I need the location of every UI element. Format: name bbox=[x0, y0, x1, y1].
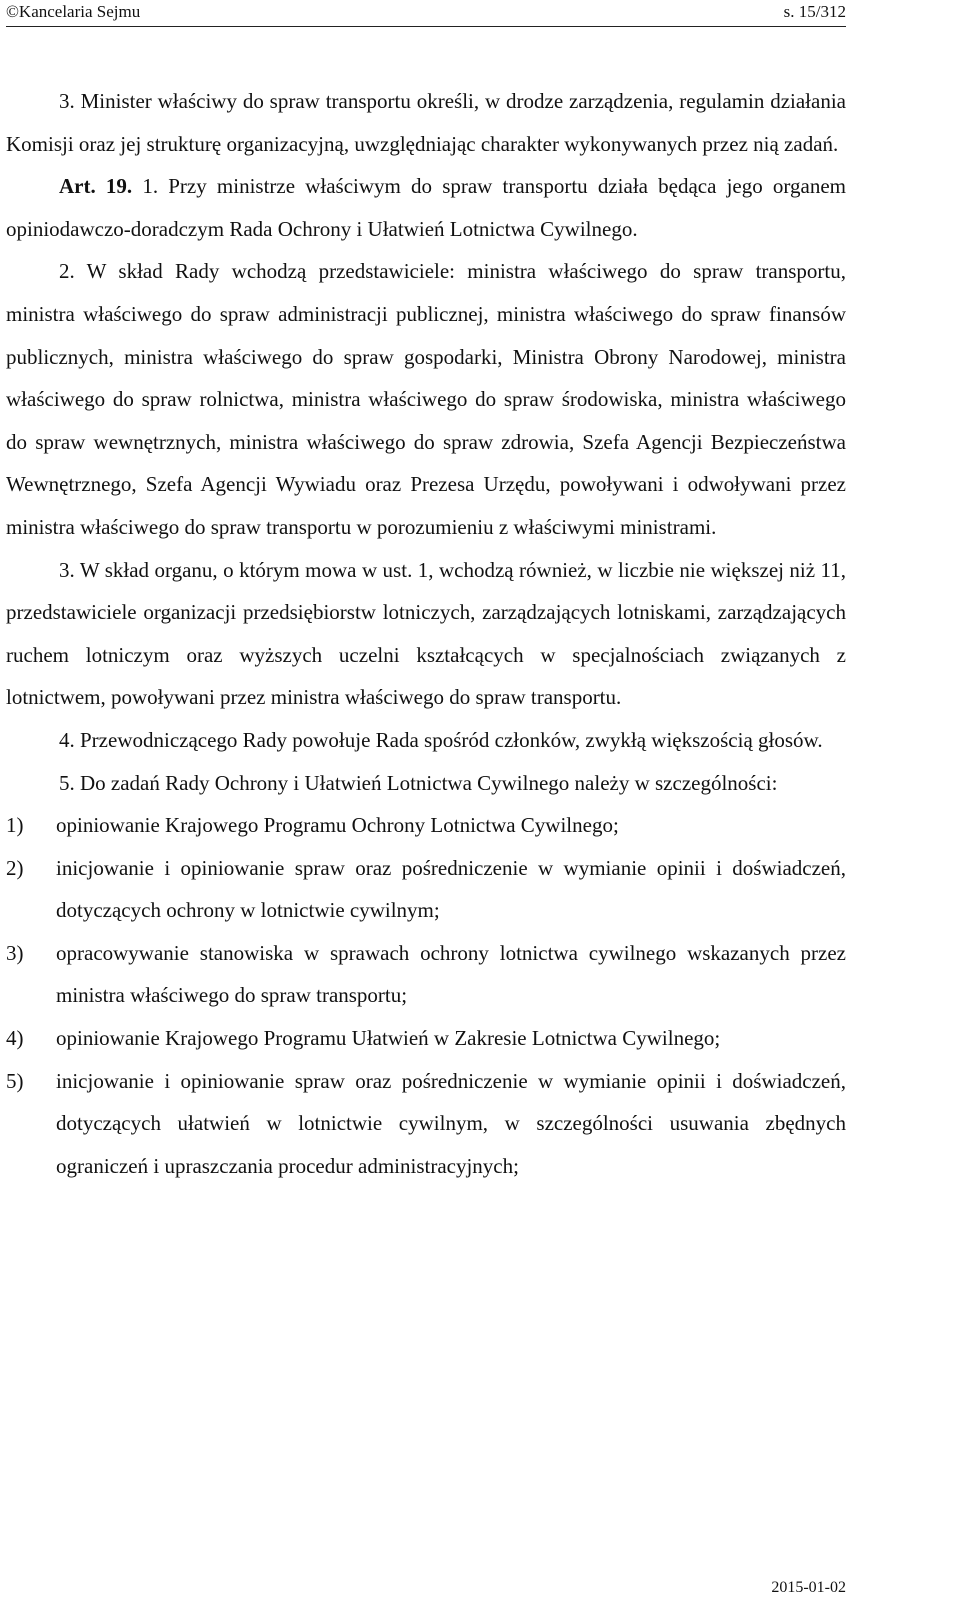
tasks-list bbox=[6, 804, 846, 1187]
article-19-paragraph-3: 3. W skład organu, o którym mowa w ust. 1, wchodzą również, w liczbie nie większej niż 11, przedstawiciele organizacji przedsiębiorstw lotniczych, zarządzających lotniskami, zarządzających ruchem lotniczym oraz wyższych uczelni kształcących w specjalnościach związanych z lotnictwem, powoływani przez ministra właściwego do spraw transportu. bbox=[6, 557, 846, 710]
list-item bbox=[6, 847, 846, 932]
list-item-number: 5) bbox=[6, 1068, 24, 1093]
article-heading: Art. 19. bbox=[59, 174, 133, 199]
list-item bbox=[6, 1060, 846, 1188]
list-item-number: 1) bbox=[6, 813, 24, 838]
document-body bbox=[6, 80, 846, 1187]
list-item bbox=[6, 932, 846, 1017]
list-item-text: opracowywanie stanowiska w sprawach ochrony lotnictwa cywilnego wskazanych przez ministra właściwego do spraw transportu; bbox=[56, 940, 846, 1008]
list-item bbox=[6, 1017, 846, 1060]
document-date: 2015-01-02 bbox=[771, 1579, 846, 1596]
list-item-number: 4) bbox=[6, 1026, 24, 1051]
list-item-text: inicjowanie i opiniowanie spraw oraz pośredniczenie w wymianie opinii i doświadczeń, dotyczących ochrony w lotnictwie cywilnym; bbox=[56, 855, 846, 923]
list-item-text: inicjowanie i opiniowanie spraw oraz pośredniczenie w wymianie opinii i doświadczeń, dotyczących ułatwień w lotnictwie cywilnym, w szczególności usuwania zbędnych ograniczeń i upraszczania procedur administracyjnych; bbox=[56, 1068, 846, 1178]
list-item-number: 2) bbox=[6, 855, 24, 880]
list-item-text: opiniowanie Krajowego Programu Ułatwień w Zakresie Lotnictwa Cywilnego; bbox=[56, 1026, 721, 1051]
article-19-paragraph-5: 5. Do zadań Rady Ochrony i Ułatwień Lotnictwa Cywilnego należy w szczególności: bbox=[59, 770, 778, 795]
list-item-number: 3) bbox=[6, 940, 24, 965]
list-item-text: opiniowanie Krajowego Programu Ochrony Lotnictwa Cywilnego; bbox=[56, 813, 619, 838]
paragraph-section-3: 3. Minister właściwy do spraw transportu określi, w drodze zarządzenia, regulamin działania Komisji oraz jej strukturę organizacyjną, uwzględniając charakter wykonywanych przez nią zadań. bbox=[6, 89, 846, 156]
list-item bbox=[6, 804, 846, 847]
page-header bbox=[6, 2, 846, 27]
article-19-paragraph-1: Art. 19. 1. Przy ministrze właściwym do spraw transportu działa będąca jego organem opiniodawczo-doradczym Rada Ochrony i Ułatwień Lotnictwa Cywilnego. bbox=[6, 174, 847, 241]
page-number: s. 15/312 bbox=[783, 2, 846, 21]
article-19-paragraph-2: 2. W skład Rady wchodzą przedstawiciele: ministra właściwego do spraw transportu, ministra właściwego do spraw administracji publicznej, ministra właściwego do spraw finansów publicznych, ministra właściwego do spraw gospodarki, Ministra Obrony Narodowej, ministra właściwego do spraw rolnictwa, ministra właściwego do spraw środowiska, ministra właściwego do spraw wewnętrznych, ministra właściwego do spraw zdrowia, Szefa Agencji Bezpieczeństwa Wewnętrznego, Szefa Agencji Wywiadu oraz Prezesa Urzędu, powoływani i odwoływani przez ministra właściwego do spraw transportu w porozumieniu z właściwymi ministrami. bbox=[6, 259, 846, 539]
copyright-label: ©Kancelaria Sejmu bbox=[6, 2, 141, 21]
article-19-paragraph-4: 4. Przewodniczącego Rady powołuje Rada spośród członków, zwykłą większością głosów. bbox=[59, 727, 823, 752]
